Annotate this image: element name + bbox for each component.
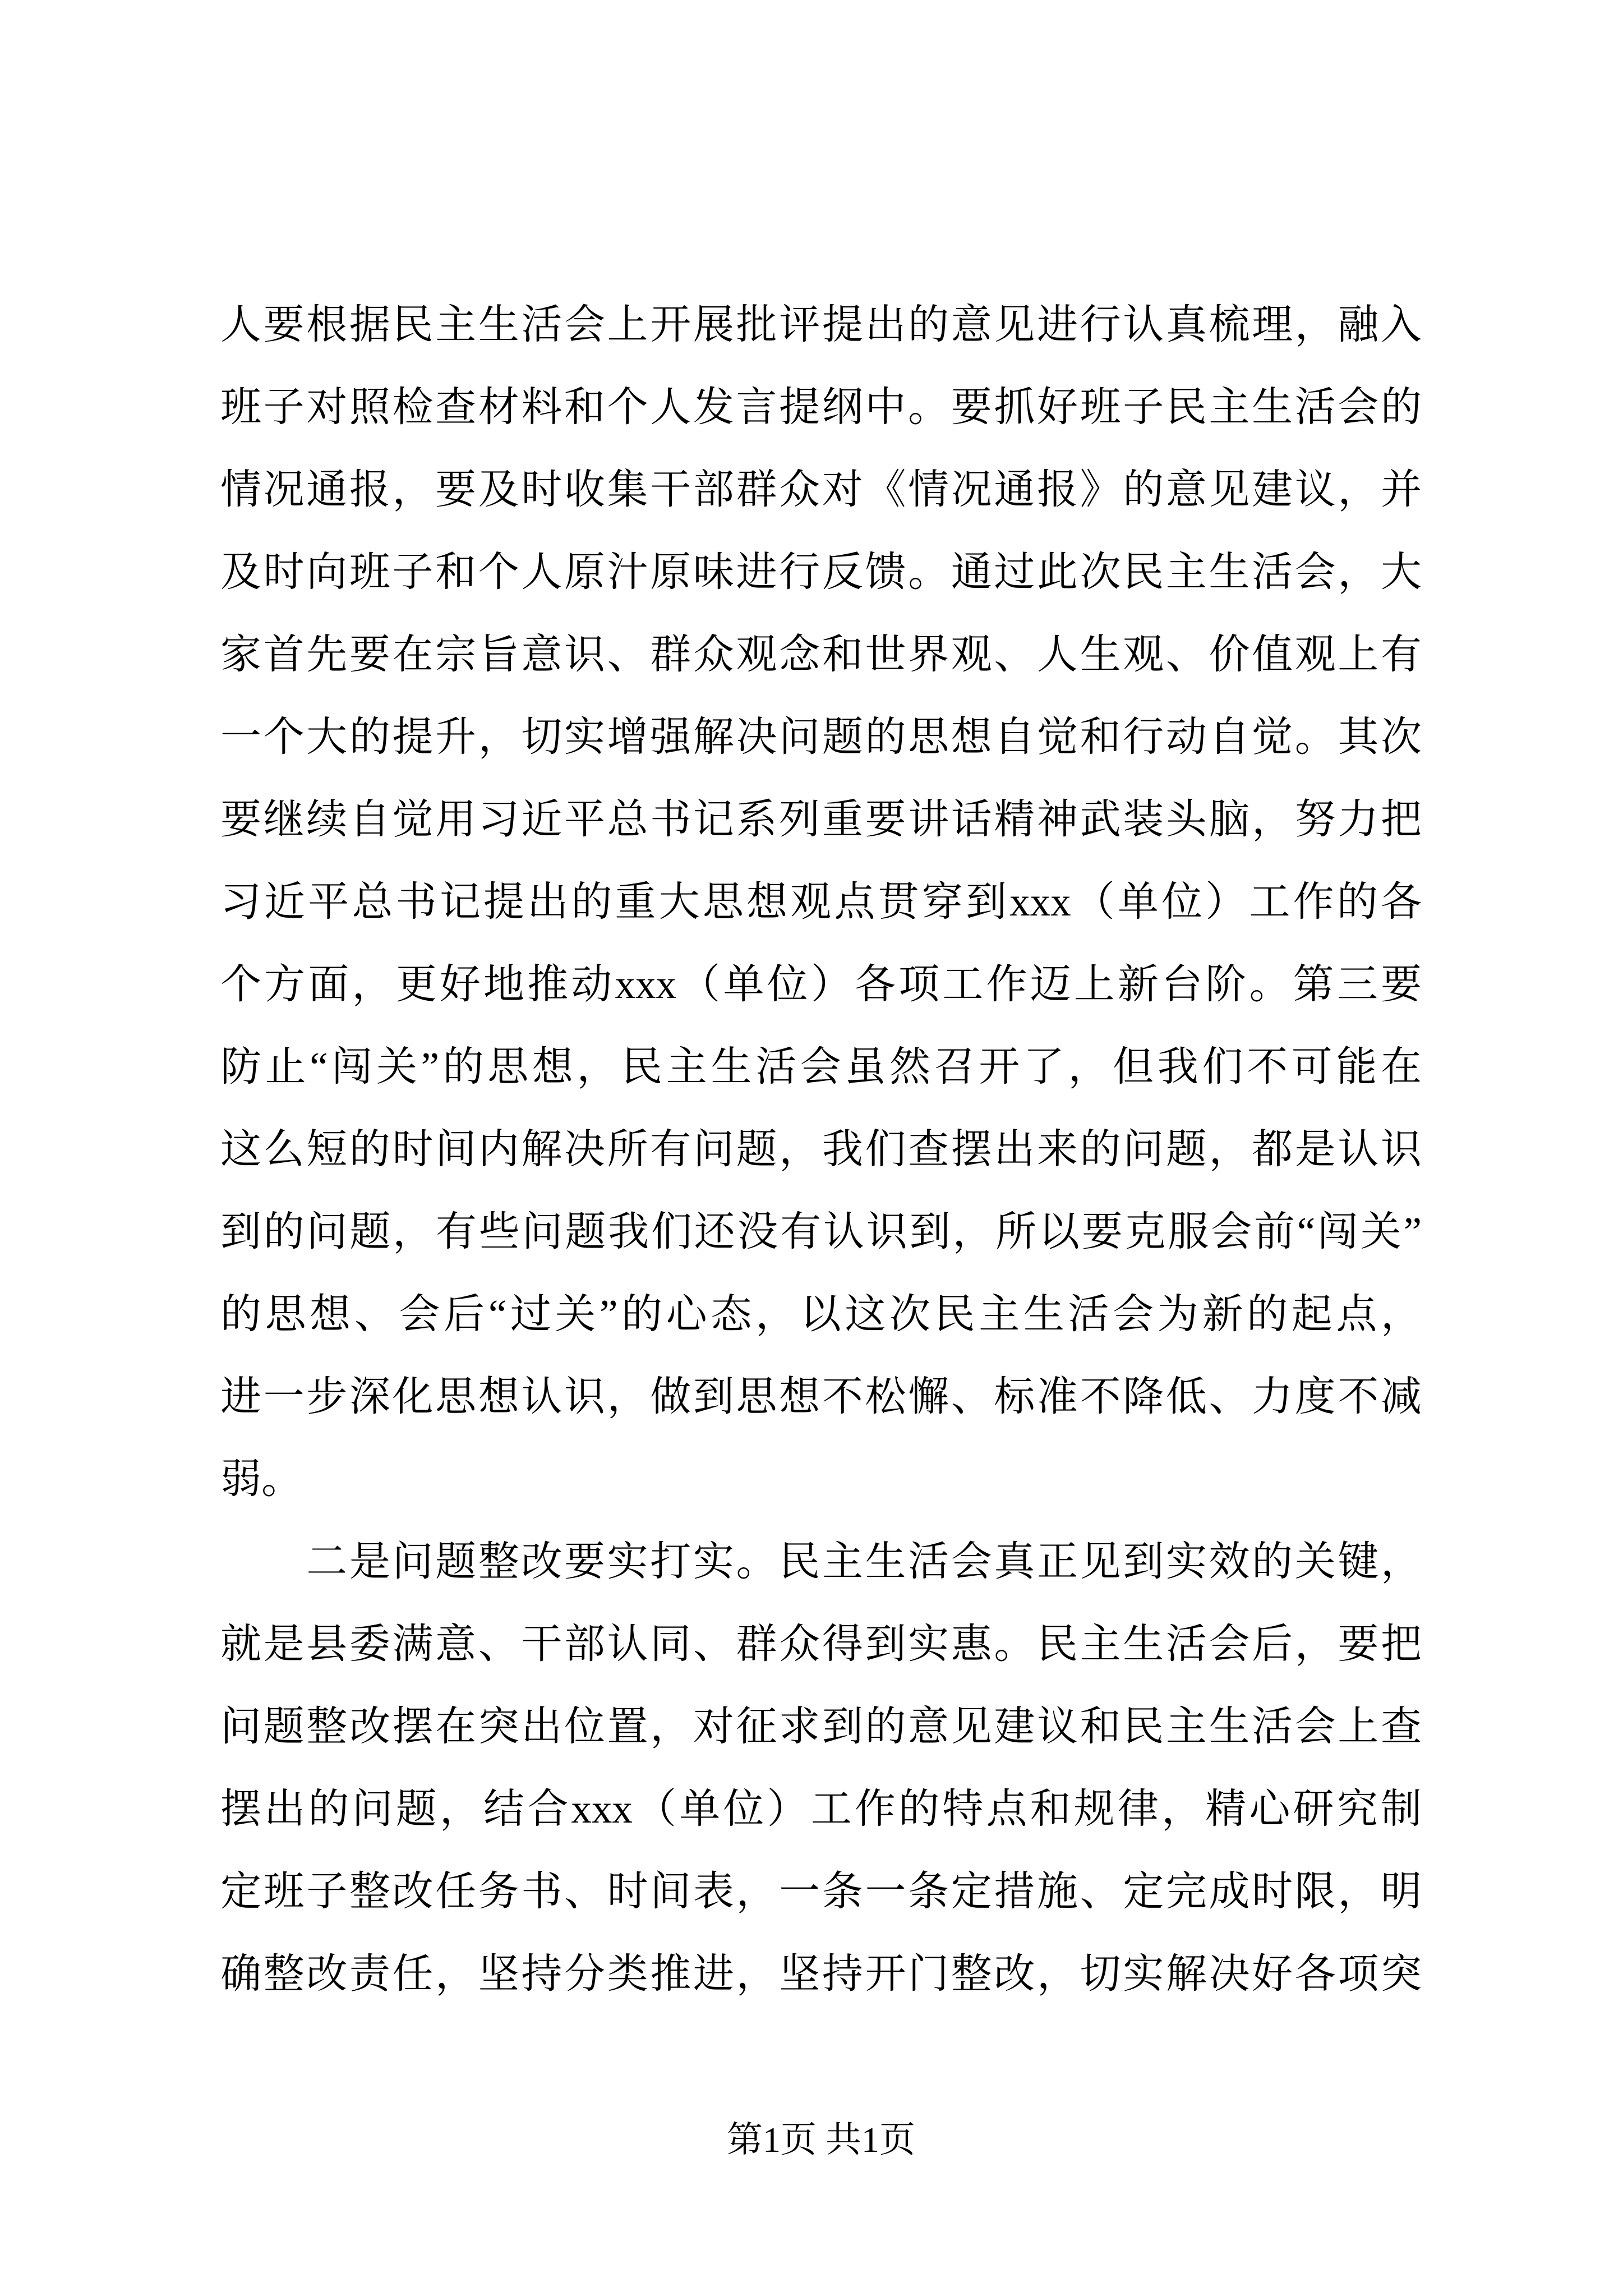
text-line: 一个大的提升，切实增强解决问题的思想自觉和行动自觉。其次 [220,714,1422,760]
paragraph [220,283,1422,1520]
text-line: 要继续自觉用习近平总书记系列重要讲话精神武装头脑，努力把 [220,797,1422,842]
text-line: 这么短的时间内解决所有问题，我们查摆出来的问题，都是认识 [220,1126,1422,1172]
text-line: 的思想、会后“过关”的心态，以这次民主生活会为新的起点， [220,1291,1422,1337]
paragraph [220,1520,1422,2015]
text-line: 问题整改摆在突出位置，对征求到的意见建议和民主生活会上查 [220,1704,1422,1749]
text-line: 定班子整改任务书、时间表，一条一条定措施、定完成时限，明 [220,1869,1422,1914]
text-line: 弱。 [220,1456,302,1502]
page-number: 第1页 共1页 [727,2120,915,2160]
text-line: 情况通报，要及时收集干部群众对《情况通报》的意见建议，并 [220,467,1422,512]
document-body [220,283,1422,2015]
text-line: 家首先要在宗旨意识、群众观念和世界观、人生观、价值观上有 [220,632,1422,677]
text-line: 班子对照检查材料和个人发言提纲中。要抓好班子民主生活会的 [220,384,1422,430]
text-line: 进一步深化思想认识，做到思想不松懈、标准不降低、力度不减 [220,1374,1422,1419]
text-line: 及时向班子和个人原汁原味进行反馈。通过此次民主生活会，大 [220,549,1422,595]
text-line: 确整改责任，坚持分类推进，坚持开门整改，切实解决好各项突 [220,1951,1422,1996]
text-line: 人要根据民主生活会上开展批评提出的意见进行认真梳理，融入 [220,302,1422,347]
text-line: 习近平总书记提出的重大思想观点贯穿到xxx（单位）工作的各 [220,879,1422,924]
text-line: 就是县委满意、干部认同、群众得到实惠。民主生活会后，要把 [220,1621,1422,1667]
text-line: 摆出的问题，结合xxx（单位）工作的特点和规律，精心研究制 [220,1786,1422,1832]
text-line: 个方面，更好地推动xxx（单位）各项工作迈上新台阶。第三要 [220,961,1422,1007]
text-line: 防止“闯关”的思想，民主生活会虽然召开了，但我们不可能在 [220,1044,1422,1089]
text-line: 到的问题，有些问题我们还没有认识到，所以要克服会前“闯关” [220,1209,1422,1254]
text-line: 二是问题整改要实打实。民主生活会真正见到实效的关键， [220,1539,1422,1584]
page-footer [220,2101,1422,2179]
